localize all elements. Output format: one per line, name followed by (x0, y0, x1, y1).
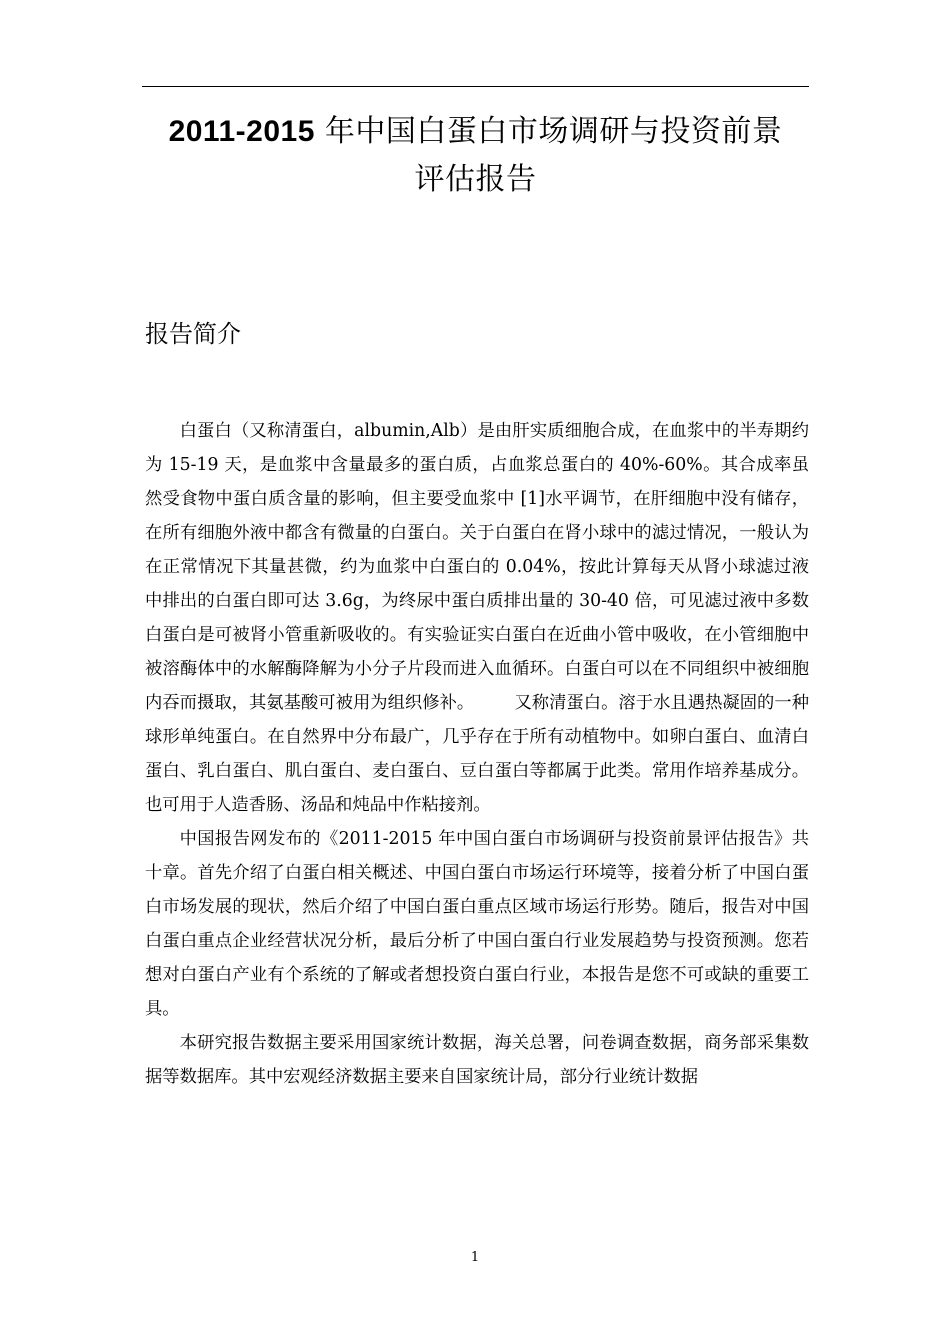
report-body (145, 414, 809, 1094)
paragraph-report-overview: 中国报告网发布的《2011-2015 年中国白蛋白市场调研与投资前景评估报告》共十章。首先介绍了白蛋白相关概述、中国白蛋白市场运行环境等，接着分析了中国白蛋白市场发展的现状，然后介绍了中国白蛋白重点区域市场运行形势。随后，报告对中国白蛋白重点企业经营状况分析，最后分析了中国白蛋白行业发展趋势与投资预测。您若想对白蛋白产业有个系统的了解或者想投资白蛋白行业，本报告是您不可或缺的重要工具。 (145, 829, 809, 1019)
page-number: 1 (470, 1250, 480, 1265)
section-heading: 报告简介 (145, 320, 241, 348)
paragraph-albumin-intro: 白蛋白（又称清蛋白，albumin,Alb）是由肝实质细胞合成，在血浆中的半寿期约为 15-19 天，是血浆中含量最多的蛋白质，占血浆总蛋白的 40%-60%。其合成率虽然受食物中蛋白质含量的影响，但主要受血浆中 [1]水平调节，在肝细胞中没有储存，在所有细胞外液中都含有微量的白蛋白。关于白蛋白在肾小球中的滤过情况，一般认为在正常情况下其量甚微，约为血浆中白蛋白的 0.04%，按此计算每天从肾小球滤过液中排出的白蛋白即可达 3.6g，为终尿中蛋白质排出量的 30-40 倍，可见滤过液中多数白蛋白是可被肾小管重新吸收的。有实验证实白蛋白在近曲小管中吸收，在小管细胞中被溶酶体中的水解酶降解为小分子片段而进入血循环。白蛋白可以在不同组织中被细胞内吞而摄取，其氨基酸可被用为组织修补。 又称清蛋白。溶于水且遇热凝固的一种球形单纯蛋白。在自然界中分布最广，几乎存在于所有动植物中。如卵白蛋白、血清白蛋白、乳白蛋白、肌白蛋白、麦白蛋白、豆白蛋白等都属于此类。常用作培养基成分。也可用于人造香肠、汤品和炖品中作粘接剂。 (145, 421, 809, 815)
paragraph-data-sources: 本研究报告数据主要采用国家统计数据，海关总署，问卷调查数据，商务部采集数据等数据库。其中宏观经济数据主要来自国家统计局，部分行业统计数据 (145, 1033, 809, 1087)
title-year: 2011-2015 (168, 115, 315, 148)
title-line-1 (142, 108, 809, 156)
title-line-1-text: 年中国白蛋白市场调研与投资前景 (314, 114, 783, 149)
document-title (142, 108, 809, 204)
title-line-2: 评估报告 (414, 162, 537, 197)
header-rule (142, 86, 809, 87)
